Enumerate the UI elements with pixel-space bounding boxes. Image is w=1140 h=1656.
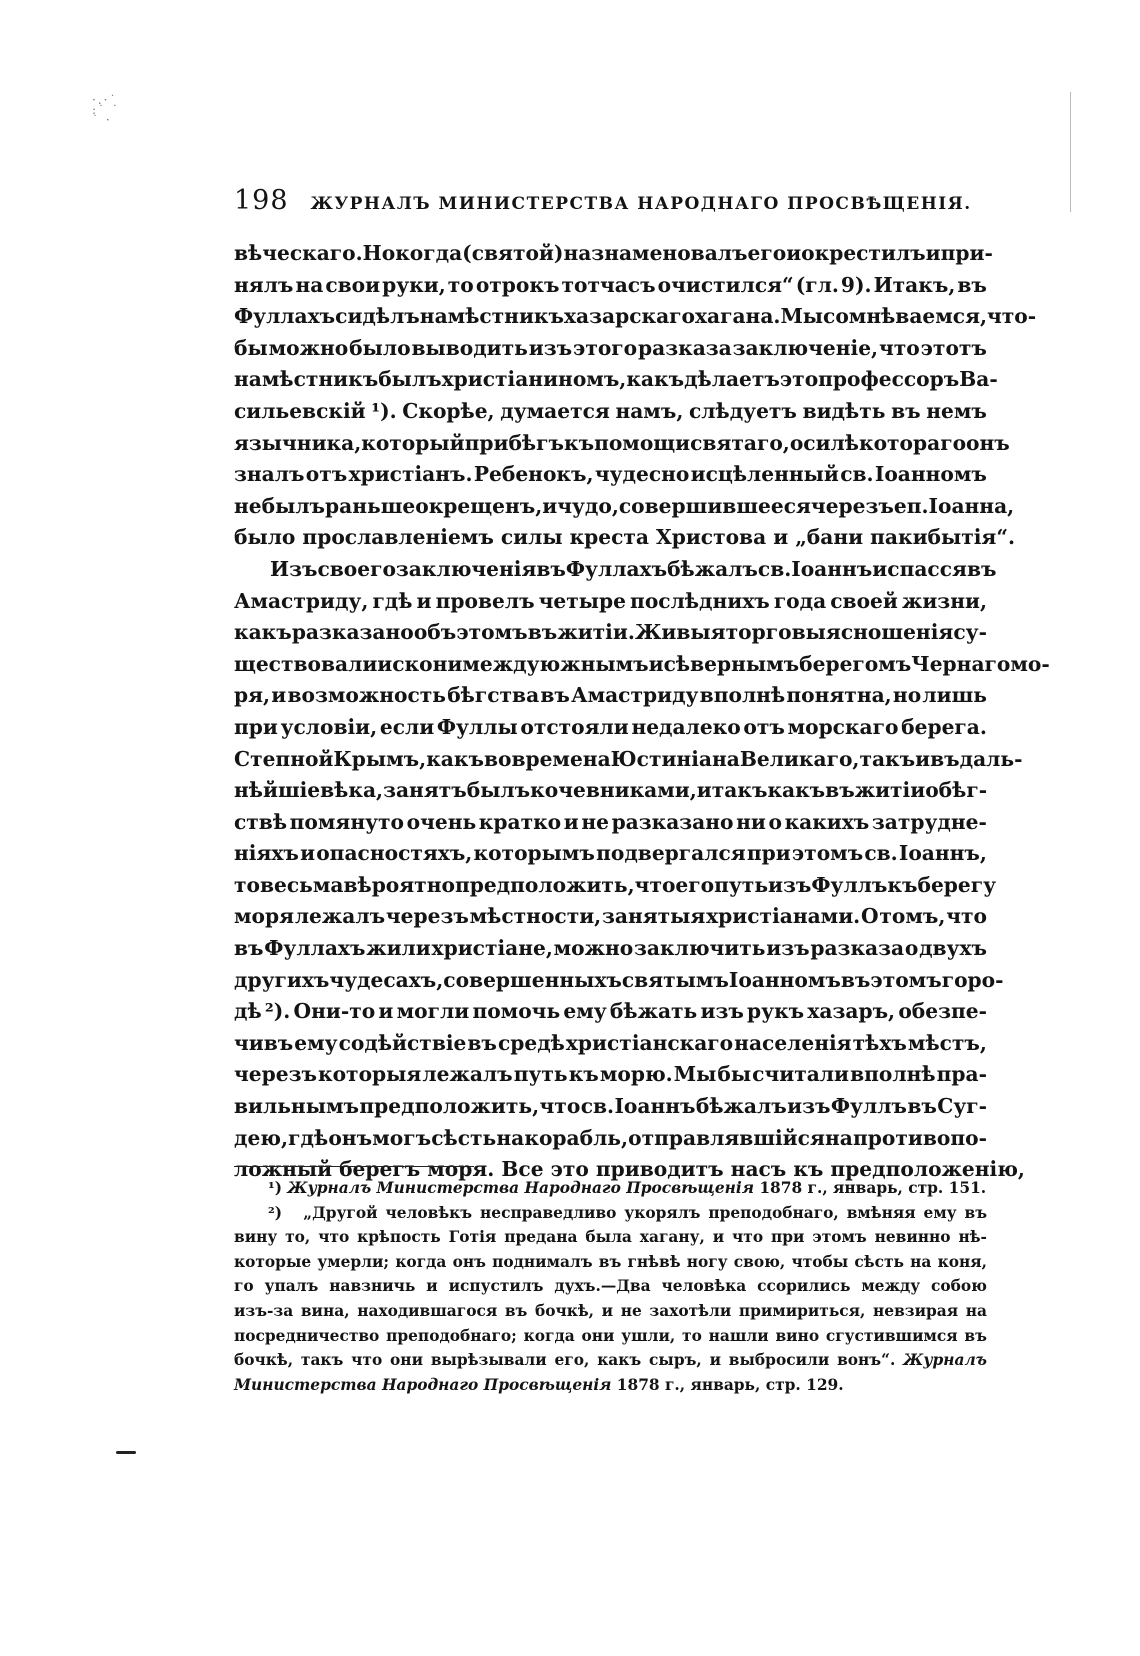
text-line: Амастриду, гдѣ и провелъ четыре послѣднихъ года своей жизни, [234,588,987,613]
scan-margin-mark [116,1451,136,1454]
text-line: дею, гдѣ онъ могъ сѣсть на корабль, отправлявшійся на противопо- [234,1125,987,1150]
footnote-1-rest: 1878 г., январь, стр. 151. [759,1179,987,1197]
text-line: моря лежалъ черезъ мѣстности, занятыя христіанами. О томъ, что [234,904,987,929]
footnotes [234,1176,987,1397]
text-line: ніяхъ и опасностяхъ, которымъ подвергался при этомъ св. Іоаннъ, [234,841,987,866]
text-line: дѣ ²). Они-то и могли помочь ему бѣжать изъ рукъ хазаръ, обезпе- [234,999,987,1024]
text-line: ствѣ помянуто очень кратко и не разказано ни о какихъ затрудне- [234,809,987,834]
text-line: Степной Крымъ, какъ во времена Юстиніана Великаго, такъ и въ даль- [234,746,1023,771]
footnote-1-mark: ¹) [268,1179,283,1197]
text-line: нѣйшіе вѣка, занятъ былъ кочевниками, и такъ какъ въ житіи о бѣг- [234,778,988,803]
text-line: ря, и возможность бѣгства въ Амастриду вполнѣ понятна, но лишь [234,683,987,708]
footnote-rule [234,1166,474,1167]
text-line: чивъ ему содѣйствіе въ средѣ христіанскаго населенія тѣхъ мѣстъ, [234,1030,987,1055]
text-line: язычника, который прибѣгъ къ помощи святаго, о силѣ котораго онъ [234,430,1010,455]
text-line: черезъ которыя лежалъ путь къ морю. Мы бы считали вполнѣ пра- [234,1062,987,1087]
footnote-2-penult-line: бочкѣ, такъ что они вырѣзывали его, какъ сыръ, и выбросили вонъ“. Журналъ [234,1348,987,1373]
text-line: намѣстникъ былъ христіаниномъ, какъ дѣлаетъ это профессоръ Ва- [234,367,998,392]
footnote-line: изъ-за вина, находившагося въ бочкѣ, и не захотѣли примириться, невзирая на [234,1301,987,1320]
footnote-2-first-line: ²) „Другой человѣкъ несправедливо укорялъ преподобнаго, вмѣняя ему въ [234,1201,987,1226]
text-line: другихъ чудесахъ, совершенныхъ святымъ Іоанномъ въ этомъ горо- [234,967,1004,992]
text-line: въ Фуллахъ жили христіане, можно заключить изъ разказа о двухъ [234,936,987,961]
text-line: Фуллахъ сидѣлъ намѣстникъ хазарскаго хагана. Мы сомнѣваемся, что- [234,304,1037,329]
text-line: бы можно было выводить изъ этого разказа заключеніе, что этотъ [234,335,987,360]
footnote-2-last-line [234,1373,987,1398]
footnote-2-journal: Журналъ [903,1351,987,1370]
footnote-2-mark: ²) [268,1203,283,1222]
running-title: ЖУРНАЛЪ МИНИСТЕРСТВА НАРОДНАГО ПРОСВѢЩЕНІЯ. [310,194,972,214]
text-line: сильевскій ¹). Скорѣе, думается намъ, слѣдуетъ видѣть въ немъ [234,398,987,423]
text-line: при условіи, если Фуллы отстояли недалеко отъ морскаго берега. [234,714,987,739]
footnote-line: посредничество преподобнаго; когда они ушли, то нашли вино сгустившимся въ [234,1326,987,1345]
footnote-1 [234,1176,987,1201]
page-header [234,185,987,216]
footnote-line: го упалъ навзничь и испустилъ духъ.—Два человѣка ссорились между собою [234,1277,987,1296]
main-text [234,238,1050,1186]
footnote-line: которые умерли; когда онъ поднималъ въ гнѣвѣ ногу свою, чтобы сѣсть на коня, [234,1252,987,1271]
text-line: зналъ отъ христіанъ. Ребенокъ, чудесно исцѣленный св. Іоанномъ [234,462,987,487]
text-line: вильнымъ предположить, что св. Іоаннъ бѣжалъ изъ Фуллъ въ Суг- [234,1094,987,1119]
text-line: какъ разказано объ этомъ въ житіи. Живыя торговыя сношенія су- [234,620,987,645]
scan-edge-line [1070,92,1071,212]
footnote-2-lines [234,1225,987,1348]
footnote-2-source: Министерства Народнаго Просвѣщенія [234,1375,612,1394]
text-line: вѣческаго. Но когда (святой) назнаменовалъ его и окрестилъ и при- [234,241,993,265]
footnote-1-source: Журналъ Министерства Народнаго Просвѣщенія [287,1179,754,1197]
text-line: нялъ на свои руки, то отрокъ тотчасъ очистился“ (гл. 9). Итакъ, въ [234,272,987,297]
text-line: ществовали искони между южнымъ и сѣвернымъ берегомъ Чернаго мо- [234,651,1050,676]
page-number: 198 [234,185,289,216]
text-line: не былъ раньше окрещенъ, и чудо, совершившееся черезъ еп. Іоанна, [234,493,1015,518]
footnote-line: вину то, что крѣпость Готія предана была хагану, и что при этомъ невинно нѣ- [234,1228,987,1247]
text-line: Изъ своего заключенія въ Фуллахъ бѣжалъ св. Іоаннъ и спасся въ [270,556,997,581]
text-line: то весьма вѣроятно предположить, что его путь изъ Фуллъ къ берегу [234,872,997,897]
footnote-2-rest: 1878 г., январь, стр. 129. [616,1375,844,1394]
scan-smudge: ·.·˙ :˙ ˙ ˙ · [92,93,120,127]
text-line: ложный берегъ моря. Все это приводитъ насъ къ предположенію, [234,1157,1025,1182]
text-line: было прославленіемъ силы креста Христова и „бани пакибытія“. [234,525,1015,550]
